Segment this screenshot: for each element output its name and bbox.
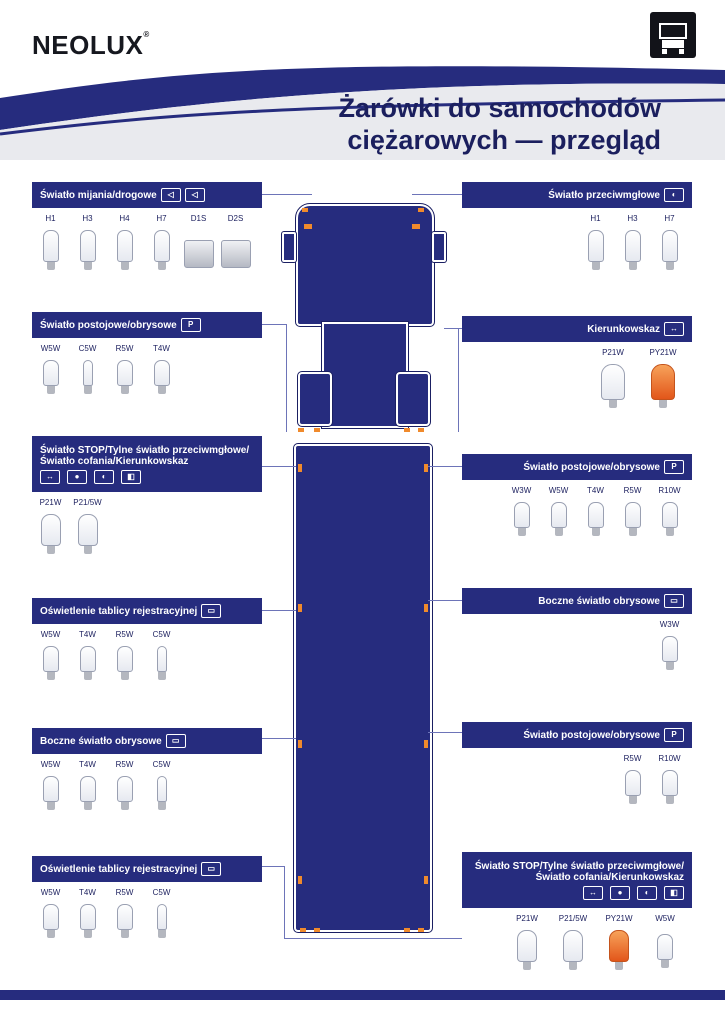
connector-line (428, 732, 462, 733)
bulb-item: C5W (143, 888, 180, 938)
bulb-item: P21W (504, 914, 550, 970)
stop-light-icon: ● (610, 886, 630, 900)
fog-light-icon: ◐ (637, 886, 657, 900)
panel-right-6 (462, 852, 692, 970)
license-plate-icon: ▭ (201, 862, 221, 876)
bulb-item: T4W (577, 486, 614, 536)
lamp (314, 928, 320, 932)
connector-line (262, 194, 312, 195)
bulb-item: D1S (180, 214, 217, 270)
lamp (298, 740, 302, 748)
fog-light-icon: ◐ (664, 188, 684, 202)
connector-line (262, 866, 284, 867)
bulb-item: H1 (577, 214, 614, 270)
lamp (300, 928, 306, 932)
panel-title-bar: Oświetlenie tablicy rejestracyjnej ▭ (32, 598, 262, 624)
panel-right-1 (462, 182, 692, 270)
panel-right-5 (462, 722, 692, 804)
bulb-item: W3W (651, 620, 688, 670)
panel-title-bar: Boczne światło obrysowe ▭ (462, 588, 692, 614)
parking-light-icon: P (664, 460, 684, 474)
bulb-item: C5W (143, 760, 180, 810)
lamp (418, 208, 424, 212)
bulb-item: H1 (32, 214, 69, 270)
connector-line (284, 866, 285, 938)
bulb-item: R5W (614, 754, 651, 804)
side-marker-icon: ▭ (664, 594, 684, 608)
truck-mirror-right (432, 232, 446, 262)
bulb-item: W5W (642, 914, 688, 970)
panel-left-5 (32, 728, 262, 810)
bulb-item: C5W (69, 344, 106, 394)
bulb-item: R10W (651, 754, 688, 804)
connector-line (360, 938, 462, 939)
bulb-item: H7 (143, 214, 180, 270)
truck-cab (296, 204, 434, 326)
lamp (404, 928, 410, 932)
connector-line (412, 194, 462, 195)
turn-signal-icon: ↔ (664, 322, 684, 336)
connector-line (284, 938, 364, 939)
panel-title-bar: Kierunkowskaz ↔ (462, 316, 692, 342)
connector-line (262, 738, 296, 739)
fog-light-icon: ◐ (94, 470, 114, 484)
truck-mirror-left (282, 232, 296, 262)
bulb-item: T4W (143, 344, 180, 394)
lamp (418, 428, 424, 432)
reverse-light-icon: ◧ (664, 886, 684, 900)
bulb-item: W5W (32, 760, 69, 810)
license-plate-icon: ▭ (201, 604, 221, 618)
connector-line (286, 324, 287, 432)
panel-left-2 (32, 312, 262, 394)
bulb-item: T4W (69, 888, 106, 938)
lamp (412, 224, 420, 229)
page-title: Żarówki do samochodów ciężarowych — przegląd (338, 93, 661, 155)
truck-wheel-fr (396, 372, 430, 426)
headlight-icon: ◁ (185, 188, 205, 202)
panel-right-4 (462, 588, 692, 670)
truck-wheel-fl (298, 372, 332, 426)
bulb-item: P21W (32, 498, 69, 554)
lamp (298, 604, 302, 612)
lamp (298, 464, 302, 472)
bulb-item: PY21W (596, 914, 642, 970)
panel-right-2 (462, 316, 692, 408)
lamp (302, 208, 308, 212)
parking-light-icon: P (181, 318, 201, 332)
bulb-item: P21/5W (69, 498, 106, 554)
panel-title-bar: Oświetlenie tablicy rejestracyjnej ▭ (32, 856, 262, 882)
turn-signal-icon: ↔ (583, 886, 603, 900)
bulb-item: C5W (143, 630, 180, 680)
panel-title-bar: Światło postojowe/obrysowe P (462, 454, 692, 480)
bulb-item: P21/5W (550, 914, 596, 970)
side-marker-icon: ▭ (166, 734, 186, 748)
connector-line (428, 600, 462, 601)
panel-title-bar: Światło postojowe/obrysowe P (462, 722, 692, 748)
bulb-item: W5W (32, 630, 69, 680)
bulb-item: R5W (614, 486, 651, 536)
bulb-item: W5W (32, 344, 69, 394)
bulb-item: R5W (106, 344, 143, 394)
connector-line (262, 610, 296, 611)
bulb-item: R5W (106, 630, 143, 680)
lamp (418, 928, 424, 932)
bulb-item: R5W (106, 760, 143, 810)
bulb-item: W3W (503, 486, 540, 536)
bulb-item: H3 (614, 214, 651, 270)
connector-line (262, 324, 286, 325)
reverse-light-icon: ◧ (121, 470, 141, 484)
bulb-item: W5W (32, 888, 69, 938)
connector-line (458, 328, 459, 432)
bulb-item: P21W (588, 348, 638, 408)
panel-title-bar: Światło STOP/Tylne światło przeciwmgłowe/ Światło cofania/Kierunkowskaz ↔ ● ◐ ◧ (462, 852, 692, 908)
brand-logo: NEOLUX® (32, 30, 150, 60)
bulb-item: R10W (651, 486, 688, 536)
bulb-item: H7 (651, 214, 688, 270)
panel-title-bar: Boczne światło obrysowe ▭ (32, 728, 262, 754)
connector-line (262, 466, 296, 467)
truck-icon (650, 12, 696, 58)
headlight-icon: ◁ (161, 188, 181, 202)
parking-light-icon: P (664, 728, 684, 742)
lamp (298, 428, 304, 432)
bulb-item: T4W (69, 630, 106, 680)
bulb-item: PY21W (638, 348, 688, 408)
bulb-item: H4 (106, 214, 143, 270)
panel-title-bar: Światło STOP/Tylne światło przeciwmgłowe/ Światło cofania/Kierunkowskaz ↔ ● ◐ ◧ (32, 436, 262, 492)
panel-title-bar: Światło postojowe/obrysowe P (32, 312, 262, 338)
turn-signal-icon: ↔ (40, 470, 60, 484)
lamp (314, 428, 320, 432)
panel-title-bar: Światło przeciwmgłowe ◐ (462, 182, 692, 208)
lamp (424, 604, 428, 612)
lamp (298, 876, 302, 884)
connector-line (428, 466, 462, 467)
panel-left-4 (32, 598, 262, 680)
bulb-item: R5W (106, 888, 143, 938)
trailer (294, 444, 432, 932)
panel-left-3 (32, 436, 262, 554)
footer-bar (0, 990, 725, 1000)
panel-right-3 (462, 454, 692, 536)
connector-line (444, 328, 462, 329)
panel-left-6 (32, 856, 262, 938)
bulb-item: H3 (69, 214, 106, 270)
panel-title-bar: Światło mijania/drogowe ◁ ◁ (32, 182, 262, 208)
bulb-item: W5W (540, 486, 577, 536)
lamp (404, 428, 410, 432)
stop-light-icon: ● (67, 470, 87, 484)
lamp (424, 740, 428, 748)
panel-left-1 (32, 182, 262, 270)
bulb-item: T4W (69, 760, 106, 810)
bulb-item: D2S (217, 214, 254, 270)
lamp (424, 876, 428, 884)
lamp (304, 224, 312, 229)
